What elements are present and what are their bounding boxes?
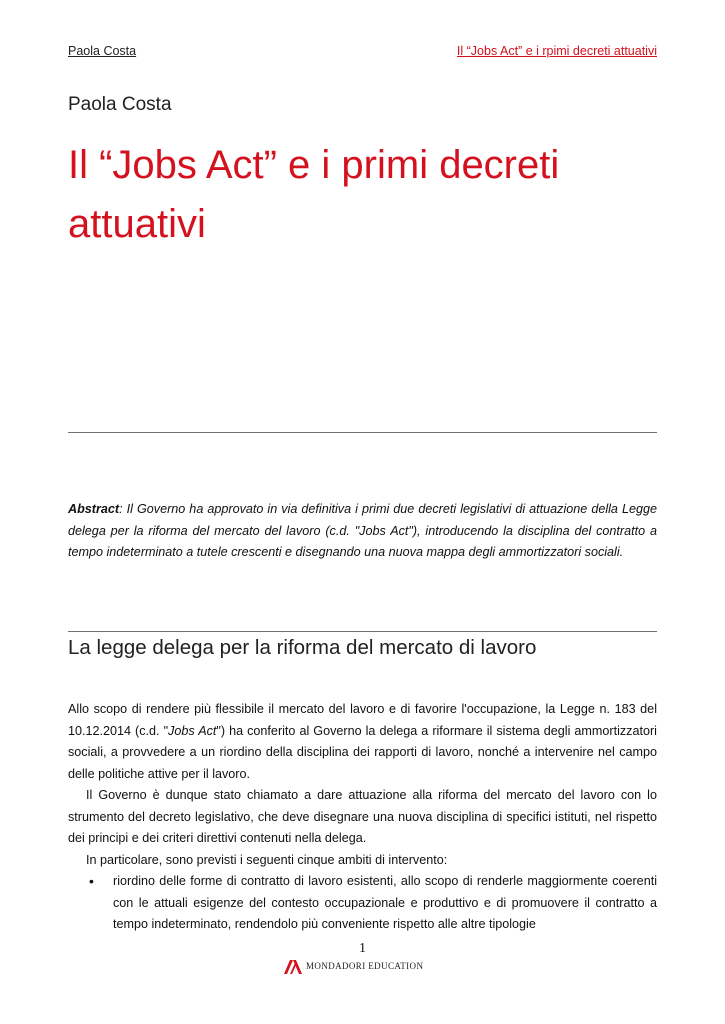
list-item-text: riordino delle forme di contratto di lavoro esistenti, allo scopo di renderle maggiormente coerenti con le attuali esigenze del contesto occupazionale e produttivo e di promuovere il contratto a tempo indeterminato, rendendolo più conveniente rispetto alle altre tipologie	[113, 874, 657, 931]
abstract-label: Abstract	[68, 502, 120, 516]
page-number: 1	[359, 941, 366, 956]
list-item	[68, 871, 657, 936]
paragraph-1-text-a: Allo scopo di rendere più flessibile il mercato del lavoro e di favorire l'occupazione, la Legge n. 183 del 10.12.2014 (c.d. "	[68, 702, 657, 738]
title-divider	[68, 432, 657, 433]
paragraph-1-italic: Jobs Act	[168, 723, 217, 738]
publisher-name: MONDADORI EDUCATION	[306, 961, 424, 971]
paragraph-1-text-b: ") ha conferito al Governo la delega a riformare il sistema degli ammortizzatori sociali, a provvedere a un riordino della disciplina dei rapporti di lavoro, nonché a intervenire nel campo delle politiche attive per il lavoro.	[68, 723, 657, 781]
document-author: Paola Costa	[68, 94, 172, 115]
abstract	[68, 499, 657, 564]
publisher-logo	[283, 957, 423, 975]
bullet-icon: •	[89, 873, 94, 889]
mondadori-logo-icon	[283, 957, 303, 975]
section-divider	[68, 631, 657, 632]
header-running-title: Il “Jobs Act” e i rpimi decreti attuativi	[456, 44, 657, 58]
header-author: Paola Costa	[68, 44, 137, 58]
document-title: Il “Jobs Act” e i primi decreti attuativi	[68, 143, 560, 246]
running-header	[68, 44, 657, 62]
paragraph-3: In particolare, sono previsti i seguenti cinque ambiti di intervento:	[86, 852, 448, 867]
section-body	[68, 699, 657, 936]
paragraph-1	[68, 699, 657, 785]
abstract-text: : Il Governo ha approvato in via definitiva i primi due decreti legislativi di attuazione della Legge delega per la riforma del mercato del lavoro (c.d. "Jobs Act"), introducendo la disciplina del contratto a tempo indeterminato a tutele crescenti e disegnando una nuova mappa degli ammortizzatori sociali.	[68, 502, 657, 559]
paragraph-2: Il Governo è dunque stato chiamato a dare attuazione alla riforma del mercato del lavoro con lo strumento del decreto legislativo, che deve disegnare una nuova disciplina di specifici istituti, nel rispetto dei principi e dei criteri direttivi contenuti nella delega.	[68, 788, 657, 845]
section-heading: La legge delega per la riforma del mercato di lavoro	[68, 636, 537, 659]
